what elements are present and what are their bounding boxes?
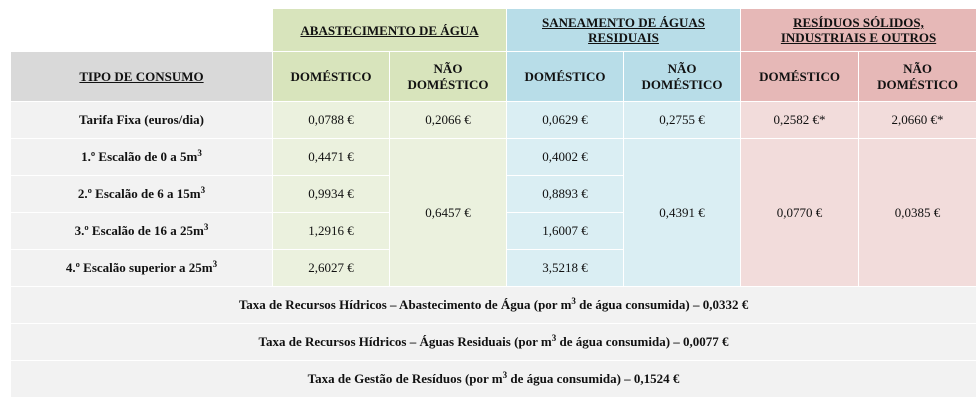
res-nao-line1: NÃO: [903, 60, 932, 76]
header-row-groups: [11, 9, 977, 52]
group-header-agua: ABASTECIMENTO DE ÁGUA: [273, 9, 507, 52]
group-header-saneamento: [507, 9, 741, 52]
row-label-escalao-3: [11, 213, 273, 250]
footer-3-text-a: Taxa de Gestão de Resíduos (por m: [307, 371, 503, 386]
escalao-2-text: 2.º Escalão de 6 a 15m: [77, 186, 201, 201]
cell-tarifa-res-dom: 0,2582 €*: [741, 102, 859, 139]
tipo-consumo-header: TIPO DE CONSUMO: [11, 52, 273, 102]
footer-row-2: [11, 324, 977, 361]
group-header-saneamento-line1: SANEAMENTO DE ÁGUAS: [542, 15, 706, 30]
res-domestico-header: DOMÉSTICO: [741, 52, 859, 102]
cell-esc2-san-dom: 0,8893 €: [507, 176, 624, 213]
agua-domestico-header: DOMÉSTICO: [273, 52, 390, 102]
cell-esc4-san-dom: 3,5218 €: [507, 250, 624, 287]
escalao-4-sup: 3: [212, 259, 218, 269]
cell-tarifa-san-dom: 0,0629 €: [507, 102, 624, 139]
san-nao-domestico-header: [624, 52, 741, 102]
table-row-escalao-1: [11, 139, 977, 176]
row-label-escalao-2: [11, 176, 273, 213]
footer-3-text-b: de água consumida) – 0,1524 €: [507, 371, 680, 386]
footer-taxa-abastecimento: [11, 287, 977, 324]
cell-esc4-agua-dom: 2,6027 €: [273, 250, 390, 287]
row-label-tarifa-fixa: Tarifa Fixa (euros/dia): [11, 102, 273, 139]
footer-2-sup: 3: [551, 333, 557, 343]
cell-tarifa-agua-dom: 0,0788 €: [273, 102, 390, 139]
san-nao-line1: NÃO: [667, 60, 697, 76]
header-row-subtypes: [11, 52, 977, 102]
escalao-3-sup: 3: [203, 222, 209, 232]
footer-1-text-b: de água consumida) – 0,0332 €: [575, 297, 749, 312]
cell-tarifa-san-nao: 0,2755 €: [624, 102, 741, 139]
row-label-escalao-4: [11, 250, 273, 287]
agua-nao-domestico-header: [390, 52, 507, 102]
footer-1-sup: 3: [571, 296, 576, 306]
san-nao-line2: DOMÉSTICO: [641, 76, 723, 92]
res-nao-domestico-header: [859, 52, 977, 102]
group-header-residuos-line2: INDUSTRIAIS E OUTROS: [780, 30, 937, 45]
cell-esc3-san-dom: 1,6007 €: [507, 213, 624, 250]
group-header-saneamento-line2: RESIDUAIS: [588, 30, 659, 45]
cell-merged-res-dom: 0,0770 €: [741, 139, 859, 287]
footer-2-text-a: Taxa de Recursos Hídricos – Águas Residuais (por m: [258, 334, 552, 349]
footer-row-3: [11, 361, 977, 398]
table-row-tarifa-fixa: [11, 102, 977, 139]
footer-taxa-residuais: [11, 324, 977, 361]
cell-esc2-agua-dom: 0,9934 €: [273, 176, 390, 213]
cell-tarifa-res-nao: 2,0660 €*: [859, 102, 977, 139]
cell-esc1-san-dom: 0,4002 €: [507, 139, 624, 176]
group-header-residuos: [741, 9, 977, 52]
blank-corner: [11, 9, 273, 52]
escalao-1-text: 1.º Escalão de 0 a 5m: [81, 149, 198, 164]
cell-merged-san-nao: 0,4391 €: [624, 139, 741, 287]
cell-esc3-agua-dom: 1,2916 €: [273, 213, 390, 250]
cell-esc1-agua-dom: 0,4471 €: [273, 139, 390, 176]
escalao-1-sup: 3: [197, 148, 202, 158]
res-nao-line2: DOMÉSTICO: [877, 76, 958, 92]
cell-merged-agua-nao: 0,6457 €: [390, 139, 507, 287]
footer-taxa-gestao-residuos: [11, 361, 977, 398]
footer-3-sup: 3: [502, 370, 508, 380]
san-domestico-header: DOMÉSTICO: [507, 52, 624, 102]
footer-2-text-b: de água consumida) – 0,0077 €: [556, 334, 729, 349]
agua-nao-line1: NÃO: [433, 60, 463, 76]
cell-merged-res-nao: 0,0385 €: [859, 139, 977, 287]
escalao-2-sup: 3: [200, 185, 206, 195]
footer-row-1: [11, 287, 977, 324]
agua-nao-line2: DOMÉSTICO: [407, 76, 489, 92]
group-header-residuos-line1: RESÍDUOS SÓLIDOS,: [793, 15, 924, 30]
tariff-table: [10, 8, 977, 398]
escalao-3-text: 3.º Escalão de 16 a 25m: [74, 223, 204, 238]
row-label-escalao-1: [11, 139, 273, 176]
escalao-4-text: 4.º Escalão superior a 25m: [65, 260, 213, 275]
cell-tarifa-agua-nao: 0,2066 €: [390, 102, 507, 139]
footer-1-text-a: Taxa de Recursos Hídricos – Abastecimento de Água (por m: [238, 297, 572, 312]
